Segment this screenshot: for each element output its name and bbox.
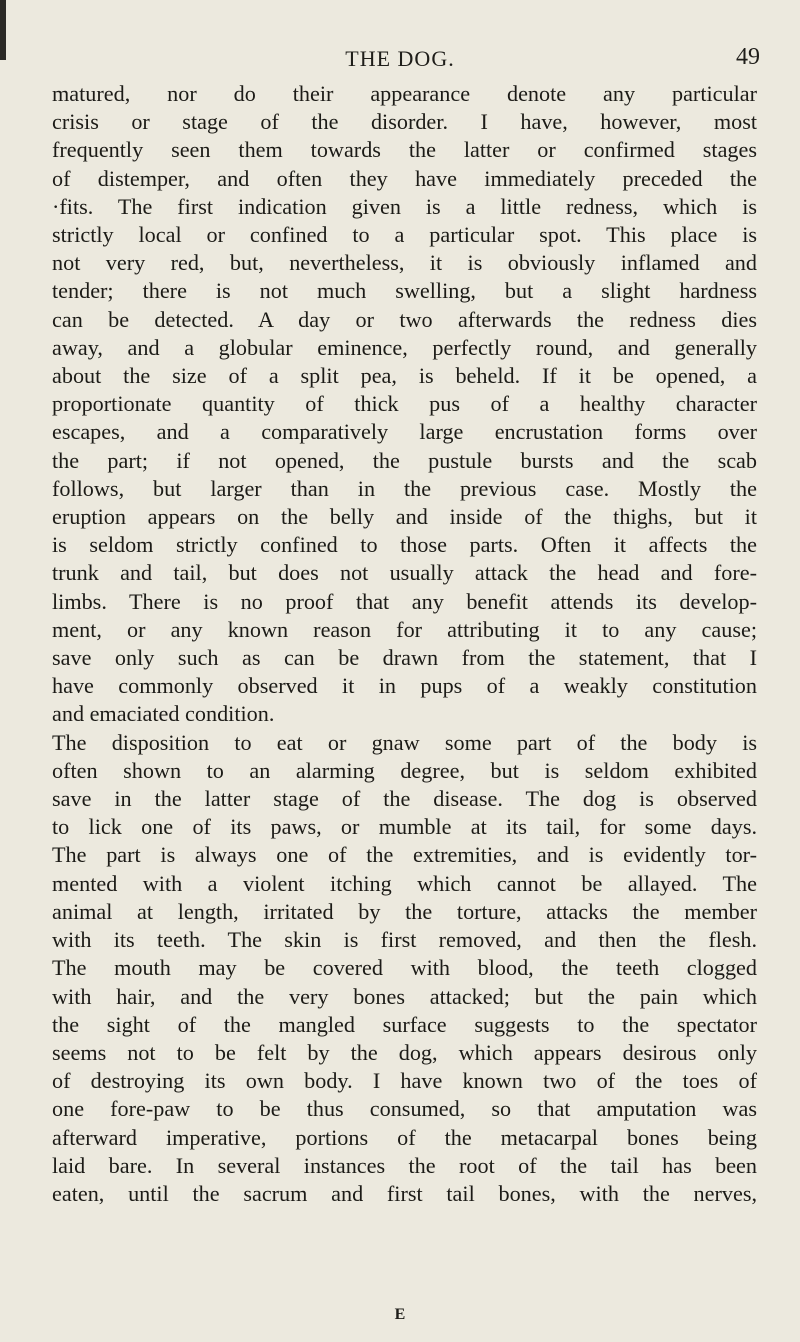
- text-line: often shown to an alarming degree, but is seldom exhibited: [52, 757, 757, 783]
- text-line: have commonly observed it in pups of a weakly constitution: [52, 673, 757, 699]
- text-line: ment, or any known reason for attributing it to any cause;: [52, 616, 757, 642]
- text-line: The disposition to eat or gnaw some part of the body is: [52, 729, 757, 755]
- text-line: not very red, but, nevertheless, it is obviously inflamed and: [52, 250, 757, 276]
- text-line: laid bare. In several instances the root of the tail has been: [52, 1152, 757, 1178]
- text-line: with its teeth. The skin is first removed, and then the flesh.: [52, 927, 757, 953]
- text-line: afterward imperative, portions of the metacarpal bones being: [52, 1124, 757, 1150]
- text-line: escapes, and a comparatively large encrustation forms over: [52, 419, 757, 445]
- text-line: The part is always one of the extremities, and is evidently tor-: [52, 842, 757, 868]
- page-number: 49: [736, 44, 760, 70]
- text-line: frequently seen them towards the latter or confirmed stages: [52, 137, 757, 163]
- text-line: eruption appears on the belly and inside of the thighs, but it: [52, 504, 757, 530]
- text-line: save in the latter stage of the disease. The dog is observed: [52, 786, 757, 812]
- text-line: strictly local or confined to a particular spot. This place is: [52, 222, 757, 248]
- text-line: mented with a violent itching which cannot be allayed. The: [52, 870, 757, 896]
- body-text: [52, 80, 757, 1208]
- text-line: of destroying its own body. I have known two of the toes of: [52, 1068, 757, 1094]
- text-line: animal at length, irritated by the torture, attacks the member: [52, 898, 757, 924]
- printer-signature-mark: E: [394, 1306, 406, 1323]
- text-line: eaten, until the sacrum and first tail bones, with the nerves,: [52, 1180, 757, 1206]
- text-line: The mouth may be covered with blood, the teeth clogged: [52, 955, 757, 981]
- running-title: THE DOG.: [345, 46, 455, 71]
- text-line: limbs. There is no proof that any benefit attends its develop-: [52, 588, 757, 614]
- text-line: of distemper, and often they have immediately preceded the: [52, 165, 757, 191]
- text-line: trunk and tail, but does not usually attack the head and fore-: [52, 560, 757, 586]
- text-line: ·fits. The first indication given is a little redness, which is: [52, 193, 757, 219]
- text-line: to lick one of its paws, or mumble at its tail, for some days.: [52, 814, 757, 840]
- text-line: the sight of the mangled surface suggests to the spectator: [52, 1011, 757, 1037]
- text-line: one fore-paw to be thus consumed, so that amputation was: [52, 1096, 757, 1122]
- text-line: and emaciated condition.: [52, 701, 275, 727]
- text-line: seems not to be felt by the dog, which appears desirous only: [52, 1039, 757, 1065]
- text-line: can be detected. A day or two afterwards the redness dies: [52, 306, 757, 332]
- text-line: away, and a globular eminence, perfectly round, and generally: [52, 334, 757, 360]
- text-line: the part; if not opened, the pustule bursts and the scab: [52, 447, 757, 473]
- text-line: is seldom strictly confined to those parts. Often it affects the: [52, 532, 757, 558]
- text-line: tender; there is not much swelling, but a slight hardness: [52, 278, 757, 304]
- text-line: save only such as can be drawn from the statement, that I: [52, 645, 757, 671]
- text-line: about the size of a split pea, is beheld. If it be opened, a: [52, 363, 757, 389]
- text-line: proportionate quantity of thick pus of a healthy character: [52, 391, 757, 417]
- text-line: crisis or stage of the disorder. I have, however, most: [52, 109, 757, 135]
- text-line: with hair, and the very bones attacked; but the pain which: [52, 983, 757, 1009]
- text-line: follows, but larger than in the previous case. Mostly the: [52, 475, 757, 501]
- text-line: matured, nor do their appearance denote any particular: [52, 81, 757, 106]
